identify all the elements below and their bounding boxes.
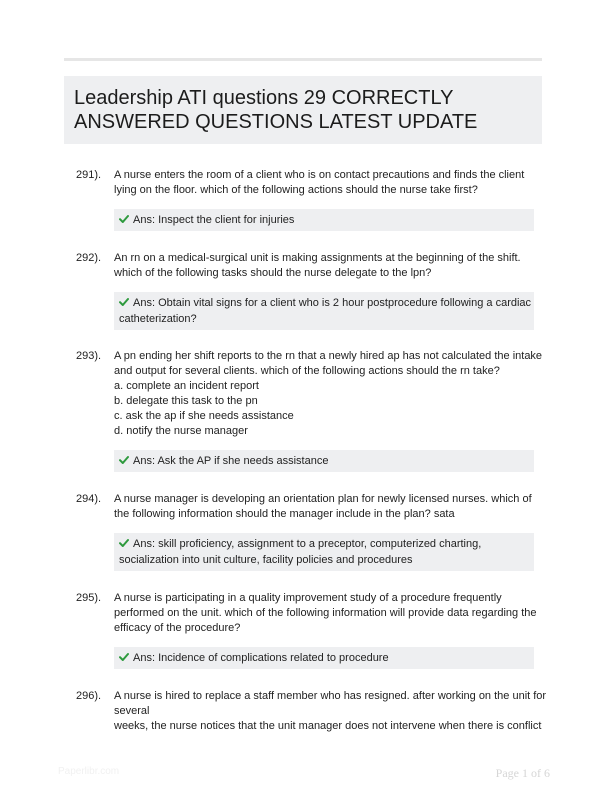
footer-site-watermark: Paperlibr.com xyxy=(58,766,120,777)
question-text xyxy=(114,349,543,439)
question-number: 296). xyxy=(76,690,102,702)
question-text xyxy=(114,168,534,198)
question-number: 293). xyxy=(76,350,102,362)
question-number: 294). xyxy=(76,493,102,505)
question-line: several xyxy=(114,705,150,717)
question-option: c. ask the ap if she needs assistance xyxy=(114,410,294,422)
question-text xyxy=(114,591,537,636)
answer-text: Ans: Ask the AP if she needs assistance xyxy=(133,455,329,467)
answer-text: Ans: Obtain vital signs for a client who is 2 hour postprocedure following a cardiac xyxy=(133,297,532,309)
document-title-line: ANSWERED QUESTIONS LATEST UPDATE xyxy=(74,111,478,133)
question-line: A nurse is participating in a quality improvement study of a procedure frequently xyxy=(114,592,502,604)
question-line: which of the following tasks should the nurse delegate to the lpn? xyxy=(114,267,432,279)
question-line: weeks, the nurse notices that the unit manager does not intervene when there is conflict xyxy=(114,720,542,732)
question-line: A nurse is hired to replace a staff member who has resigned. after working on the unit for xyxy=(114,690,547,702)
checkmark-icon xyxy=(119,652,129,662)
answer-text: Ans: skill proficiency, assignment to a preceptor, computerized charting, xyxy=(133,538,482,550)
checkmark-icon xyxy=(119,214,129,224)
answer-box xyxy=(114,647,534,669)
answer-text: catheterization? xyxy=(119,313,197,325)
question-line: lying on the floor. which of the following actions should the nurse take first? xyxy=(114,184,478,196)
question-line: A nurse manager is developing an orientation plan for newly licensed nurses. which of xyxy=(114,493,532,505)
answer-text: Ans: Incidence of complications related to procedure xyxy=(133,652,389,664)
question-text xyxy=(114,689,547,734)
question-number: 295). xyxy=(76,592,102,604)
question-number: 291). xyxy=(76,169,102,181)
question-number: 292). xyxy=(76,252,102,264)
question-line: the following information should the manager include in the plan? sata xyxy=(114,508,455,520)
answer-box xyxy=(114,209,534,231)
question-option: b. delegate this task to the pn xyxy=(114,395,258,407)
answer-text: Ans: Inspect the client for injuries xyxy=(133,214,295,226)
question-line: A pn ending her shift reports to the rn that a newly hired ap has not calculated the intake xyxy=(114,350,543,362)
question-line: and output for several clients. which of the following actions should the rn take? xyxy=(114,365,500,377)
checkmark-icon xyxy=(119,455,129,465)
question-text xyxy=(114,251,534,281)
question-text xyxy=(114,492,534,522)
question-line: A nurse enters the room of a client who is on contact precautions and finds the client xyxy=(114,169,525,181)
answer-box xyxy=(114,450,534,472)
page-indicator: Page 1 of 6 xyxy=(495,766,550,780)
question-line: performed on the unit. which of the following information will provide data regarding the xyxy=(114,607,537,619)
question-line: efficacy of the procedure? xyxy=(114,622,241,634)
question-option: a. complete an incident report xyxy=(114,380,259,392)
answer-text: socialization into unit culture, facility policies and procedures xyxy=(119,554,413,566)
question-option: d. notify the nurse manager xyxy=(114,425,248,437)
answer-box xyxy=(114,292,534,330)
document-title-banner xyxy=(64,76,542,144)
question-line: An rn on a medical-surgical unit is making assignments at the beginning of the shift. xyxy=(114,252,521,264)
checkmark-icon xyxy=(119,538,129,548)
checkmark-icon xyxy=(119,297,129,307)
document-title-line: Leadership ATI questions 29 CORRECTLY xyxy=(74,87,454,109)
answer-box xyxy=(114,533,534,571)
document-title xyxy=(74,86,532,134)
top-divider xyxy=(64,58,542,61)
